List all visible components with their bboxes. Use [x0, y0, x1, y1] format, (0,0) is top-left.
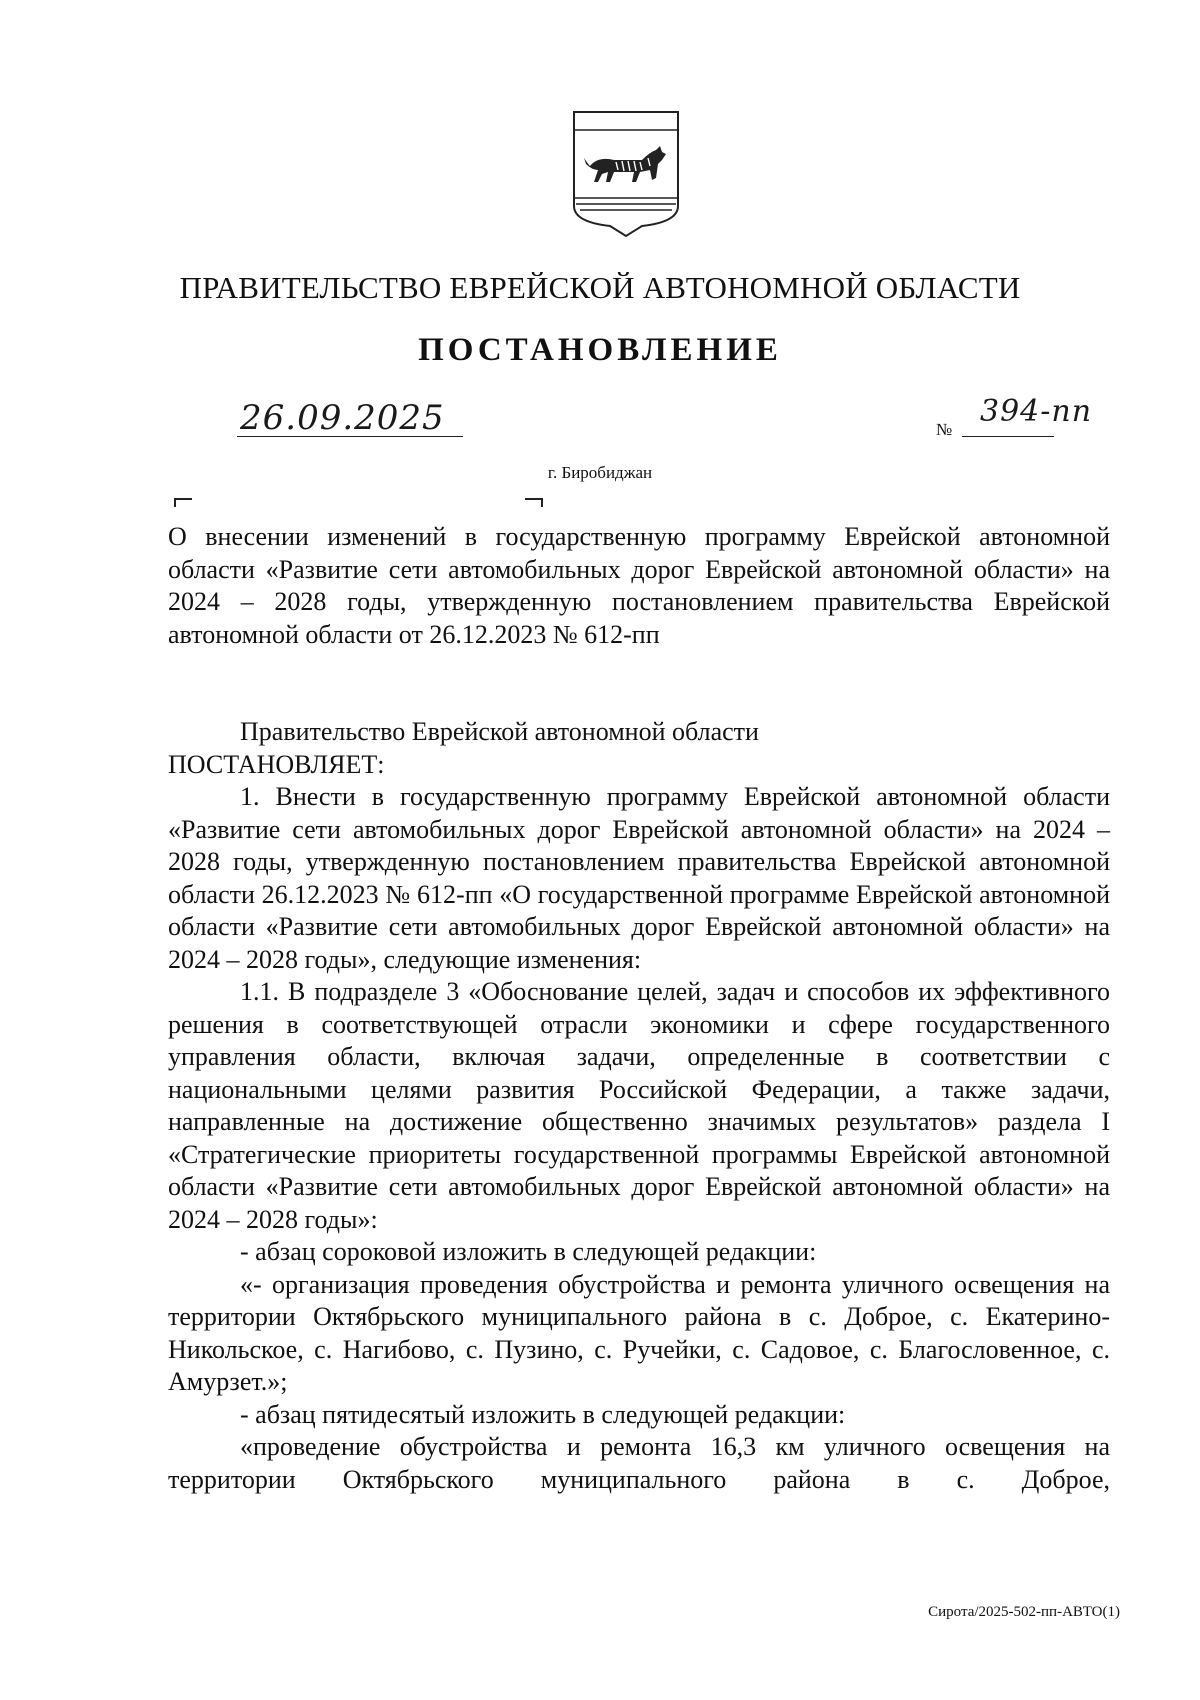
city-label: г. Биробиджан [547, 463, 653, 482]
handwritten-number: 394-пп [980, 394, 1093, 429]
document-type-title: ПОСТАНОВЛЕНИЕ [418, 332, 782, 368]
document-subject: О внесении изменений в государственную программу Еврейской автономной области «Развитие сети автомобильных дорог Еврейской автономной области» на 2024 – 2028 годы, утвержденную постановлением правительства Еврейской автономной области от 26.12.2023 № 612-пп [168, 522, 1110, 649]
footer-document-code: Сирота/2025-502-пп-АВТО(1) [928, 1604, 1120, 1620]
date-underline [237, 436, 463, 437]
preamble: Правительство Еврейской автономной области [240, 717, 759, 746]
number-underline [962, 436, 1054, 437]
coat-of-arms-emblem [570, 108, 682, 238]
document-body [168, 716, 1110, 1496]
item-1: 1. Внести в государственную программу Еврейской автономной области «Развитие сети автомобильных дорог Еврейской автономной области» на 2024 – 2028 годы, утвержденную постановлением правительства Еврейской автономной области 26.12.2023 № 612-пп «О государственной программе Еврейской автономной области «Развитие сети автомобильных дорог Еврейской автономной области» на 2024 – 2028 годы», следующие изменения: [168, 782, 1110, 974]
right-corner-mark [525, 498, 543, 507]
number-sign: № [936, 420, 953, 439]
paragraph-40-text: «- организация проведения обустройства и ремонта уличного освещения на территории Октябрьского муниципального района в с. Доброе, с. Екатерино-Никольское, с. Нагибово, с. Пузино, с. Ручейки, с. Садовое, с. Благословенное, с. Амурзет.»; [168, 1269, 1110, 1396]
resolves-heading: ПОСТАНОВЛЯЕТ: [168, 749, 385, 779]
paragraph-50-intro: - абзац пятидесятый изложить в следующей редакции: [240, 1399, 846, 1429]
paragraph-50-text: «проведение обустройства и ремонта 16,3 км уличного освещения на территории Октябрьского муниципального района в с. Доброе, [168, 1432, 1110, 1494]
handwritten-date: 26.09.2025 [240, 398, 445, 438]
left-corner-mark [174, 498, 192, 507]
paragraph-40-intro: - абзац сороковой изложить в следующей редакции: [240, 1237, 817, 1266]
government-name: ПРАВИТЕЛЬСТВО ЕВРЕЙСКОЙ АВТОНОМНОЙ ОБЛАСТИ [179, 270, 1021, 305]
item-1-1: 1.1. В подразделе 3 «Обоснование целей, задач и способов их эффективного решения в соответствующей отрасли экономики и сфере государственного управления области, включая задачи, определенные в соответствии с национальными целями развития Российской Федерации, а также задачи, направленные на достижение общественно значимых результатов» раздела I «Стратегические приоритеты государственной программы Еврейской автономной области «Развитие сети автомобильных дорог Еврейской автономной области» на 2024 – 2028 годы»: [168, 977, 1110, 1234]
